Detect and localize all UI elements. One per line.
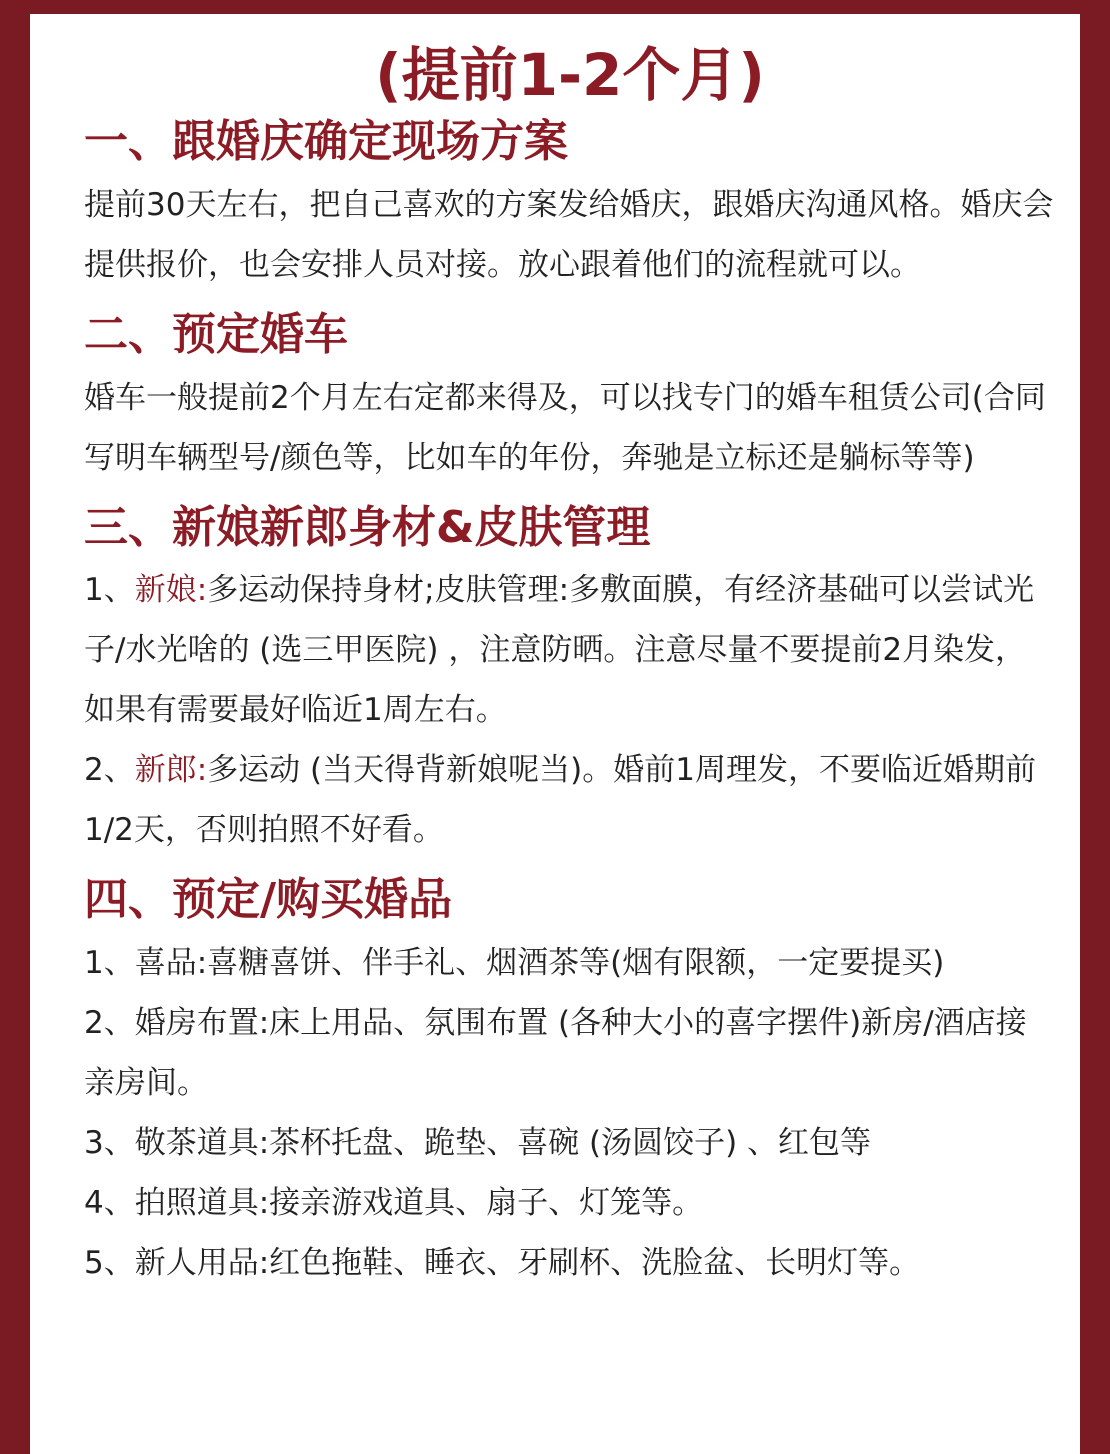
section-paragraph: 婚车一般提前2个月左右定都来得及，可以找专门的婚车租赁公司(合同写明车辆型号/颜色等，比如车的年份，奔驰是立标还是躺标等等): [84, 379, 1046, 476]
section-paragraph: 提前30天左右，把自己喜欢的方案发给婚庆，跟婚庆沟通风格。婚庆会提供报价，也会安排人员对接。放心跟着他们的流程就可以。: [84, 186, 1054, 283]
section-body-skin-care: [84, 502, 1056, 861]
section-heading: 四、预定/购买婚品: [84, 874, 453, 926]
highlight-label-bride: 新娘:: [134, 572, 208, 609]
section-wedding-supplies: [84, 874, 1056, 1293]
item-text: 多运动 (当天得背新娘呢当)。婚前1周理发，不要临近婚期前1/2天，否则拍照不好看。: [84, 752, 1036, 849]
section-heading: 一、跟婚庆确定现场方案: [84, 116, 568, 167]
item-number: 2、: [84, 752, 135, 789]
section-wedding-plan: [84, 116, 1056, 295]
section-heading: 三、新娘新郎身材&皮肤管理: [84, 501, 651, 553]
list-item: 2、婚房布置:床上用品、氛围布置 (各种大小的喜字摆件)新房/酒店接亲房间。: [84, 1005, 1027, 1102]
highlight-label-groom: 新郎:: [134, 752, 208, 789]
content-card: [30, 14, 1080, 1454]
list-item: 5、新人用品:红色拖鞋、睡衣、牙刷杯、洗脸盆、长明灯等。: [84, 1245, 921, 1282]
item-text: 多运动保持身材;皮肤管理:多敷面膜，有经济基础可以尝试光子/水光啥的 (选三甲医院) ，注意防晒。注意尽量不要提前2月染发，如果有需要最好临近1周左右。: [84, 572, 1035, 729]
section-heading: 二、预定婚车: [84, 308, 348, 360]
item-number: 1、: [84, 572, 135, 609]
list-item-bride: [84, 560, 1056, 740]
list-item: 1、喜品:喜糖喜饼、伴手礼、烟酒茶等(烟有限额，一定要提买): [84, 945, 945, 982]
list-item: 4、拍照道具:接亲游戏道具、扇子、灯笼等。: [84, 1185, 704, 1222]
list-item-groom: [84, 740, 1056, 860]
page-title: (提前1-2个月): [375, 41, 765, 109]
section-wedding-car: [84, 309, 1056, 488]
list-item: 3、敬茶道具:茶杯托盘、跪垫、喜碗 (汤圆饺子) 、红包等: [84, 1125, 872, 1162]
